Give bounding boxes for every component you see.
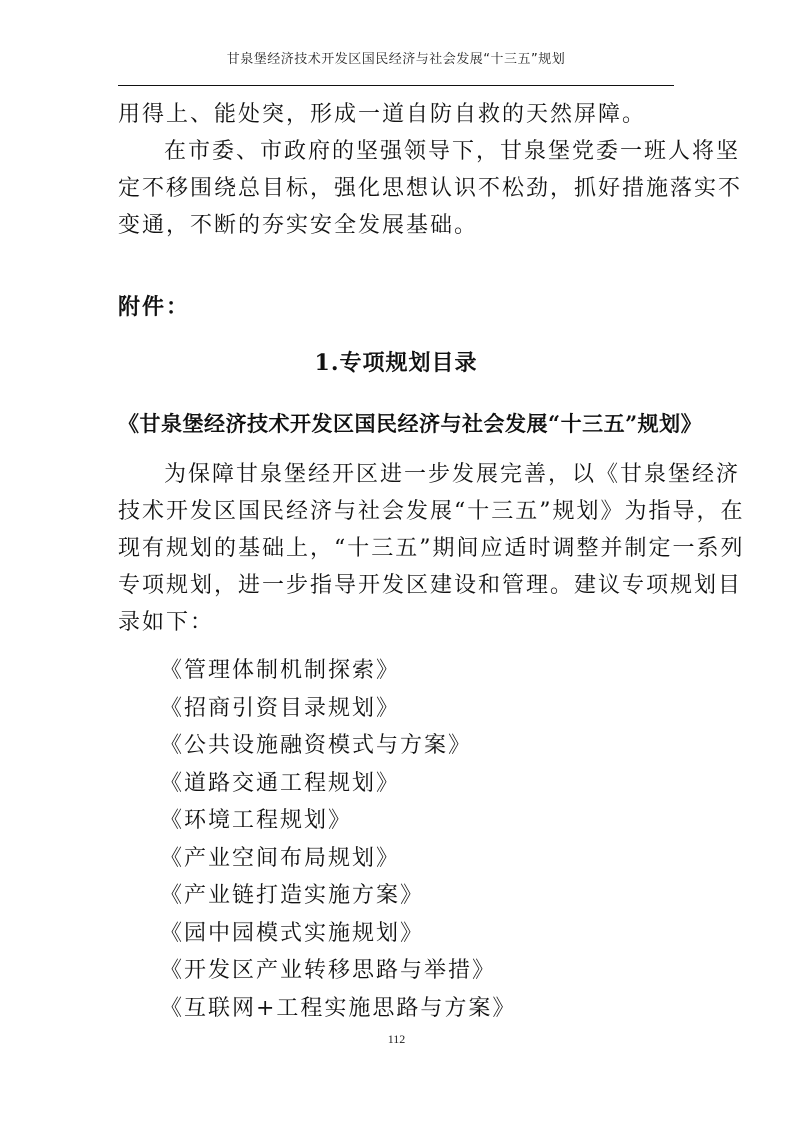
body-paragraph (118, 456, 745, 641)
intro-paragraph-2 (118, 133, 743, 244)
list-item: 《产业链打造实施方案》 (160, 883, 425, 908)
body-line: 录如下： (118, 610, 215, 635)
body-line: 技术开发区国民经济与社会发展“十三五”规划》为指导，在 (118, 499, 745, 524)
list-item: 《环境工程规划》 (160, 808, 353, 833)
page-header: 甘泉堡经济技术开发区国民经济与社会发展“十三五”规划 (226, 52, 566, 67)
list-item: 《招商引资目录规划》 (160, 695, 401, 721)
body-line: 专项规划，进一步指导开发区建设和管理。建议专项规划目 (118, 573, 743, 598)
list-item: 《产业空间布局规划》 (160, 845, 401, 871)
intro-line: 定不移围绕总目标，强化思想认识不松劲，抓好措施落实不 (118, 176, 743, 201)
body-line: 现有规划的基础上，“十三五”期间应适时调整并制定一系列 (118, 536, 745, 561)
annex-label: 附件： (118, 294, 191, 320)
intro-line: 用得上、能处突，形成一道自防自救的天然屏障。 (118, 102, 647, 127)
body-line: 为保障甘泉堡经开区进一步发展完善，以《甘泉堡经济 (164, 462, 741, 487)
list-item: 《互联网+工程实施思路与方案》 (160, 995, 517, 1021)
header-divider (118, 85, 674, 86)
intro-line: 在市委、市政府的坚强领导下，甘泉堡党委一班人将坚 (164, 139, 741, 164)
section-title: 1.专项规划目录 (314, 350, 478, 376)
page-number: 112 (387, 1032, 406, 1046)
list-item: 《园中园模式实施规划》 (160, 920, 425, 946)
list-item: 《管理体制机制探索》 (160, 658, 401, 683)
list-item: 《开发区产业转移思路与举措》 (160, 958, 497, 983)
intro-line: 变通，不断的夯实安全发展基础。 (118, 213, 479, 238)
intro-paragraph-1 (118, 96, 678, 133)
list-item: 《公共设施融资模式与方案》 (160, 733, 473, 758)
special-plan-list (160, 652, 516, 1027)
list-item: 《道路交通工程规划》 (160, 770, 401, 796)
plan-title: 《甘泉堡经济技术开发区国民经济与社会发展“十三五”规划》 (118, 411, 703, 436)
